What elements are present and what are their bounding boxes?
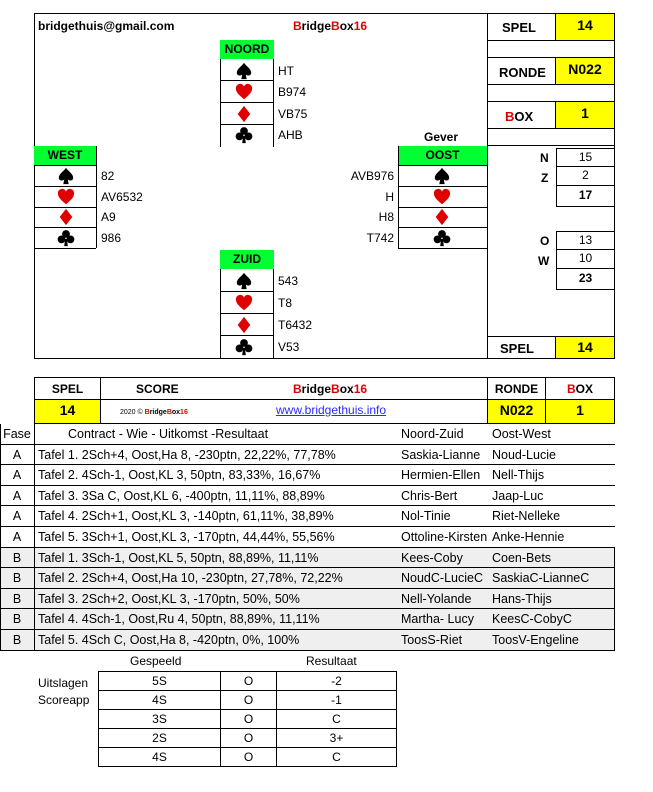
- oost-spades: AVB976: [350, 169, 394, 183]
- west-spades: 82: [101, 169, 115, 183]
- heart-icon: [232, 293, 256, 313]
- results-cell-contract: Tafel 5. 3Sch+1, Oost,KL 3, -170ptn, 44,44%, 55,56%: [38, 530, 335, 544]
- played-cell-contract: 2S: [98, 728, 221, 748]
- played-cell-res: C: [276, 747, 397, 767]
- results-header-ow: Oost-West: [492, 427, 551, 441]
- played-cell-wie: O: [220, 671, 277, 691]
- spade-icon: [232, 271, 256, 291]
- results-cell-ow: Jaap-Luc: [492, 488, 544, 503]
- results-cell-contract: Tafel 4. 4Sch-1, Oost,Ru 4, 50ptn, 88,89%, 11,11%: [38, 612, 320, 627]
- results-cell-ow: Nell-Thijs: [492, 468, 545, 483]
- results-header-nz: Noord-Zuid: [401, 427, 464, 441]
- score-ronde-label: RONDE: [494, 382, 539, 396]
- west-clubs: 986: [101, 231, 122, 245]
- heart-icon: [430, 187, 454, 207]
- brand-logo: BridgeBox16: [293, 19, 368, 33]
- zuid-hearts: T8: [278, 296, 293, 310]
- played-cell-res: C: [276, 709, 397, 729]
- spade-icon: [232, 61, 256, 81]
- brand-logo-score: BridgeBox16: [293, 382, 368, 396]
- zuid-diamonds: T6432: [278, 318, 313, 332]
- results-cell-nz: Nol-Tinie: [401, 509, 451, 524]
- bottom-spel-value: 14: [556, 337, 614, 358]
- played-cell-wie: O: [220, 728, 277, 748]
- hcp-n-label: N: [540, 151, 549, 165]
- played-cell-contract: 4S: [98, 747, 221, 767]
- results-table: [0, 424, 653, 651]
- diamond-icon: [54, 207, 78, 227]
- results-cell-contract: Tafel 5. 4Sch C, Oost,Ha 8, -420ptn, 0%, 100%: [38, 633, 300, 647]
- diamond-icon: [430, 207, 454, 227]
- noord-hearts: B974: [278, 85, 307, 99]
- hcp-z-label: Z: [541, 171, 549, 185]
- club-icon: [232, 125, 256, 145]
- spel-label: SPEL: [502, 20, 536, 35]
- results-cell-fase: B: [12, 591, 22, 606]
- hcp-w-value: 10: [556, 250, 615, 269]
- heart-icon: [54, 187, 78, 207]
- spade-icon: [430, 166, 454, 186]
- copyright-text: 2020 © BridgeBox16: [120, 409, 188, 416]
- results-cell-contract: Tafel 1. 3Sch-1, Oost,KL 5, 50ptn, 88,89%, 11,11%: [38, 550, 319, 565]
- club-icon: [430, 228, 454, 248]
- results-cell-fase: B: [12, 550, 22, 565]
- hcp-n-value: 15: [556, 148, 615, 167]
- results-cell-nz: Saskia-Lianne: [401, 447, 481, 462]
- hcp-o-label: O: [540, 234, 550, 248]
- box-label: BOX: [505, 109, 534, 124]
- played-cell-contract: 5S: [98, 671, 221, 691]
- results-cell-contract: Tafel 3. 2Sch+2, Oost,KL 3, -170ptn, 50%, 50%: [38, 591, 300, 606]
- results-cell-ow: Hans-Thijs: [492, 591, 552, 606]
- oost-hearts: H: [385, 190, 394, 204]
- bottom-spel-label: SPEL: [500, 341, 534, 356]
- west-hearts: AV6532: [101, 190, 143, 204]
- played-cell-res: 3+: [276, 728, 397, 748]
- played-header-gespeeld: Gespeeld: [130, 654, 182, 668]
- score-spel-label: SPEL: [51, 382, 84, 396]
- score-box-label: BOX: [566, 382, 593, 396]
- results-cell-nz: ToosS-Riet: [401, 633, 463, 647]
- ronde-value: N022: [556, 58, 614, 84]
- results-header-contract: Contract - Wie - Uitkomst -Resultaat: [68, 427, 269, 441]
- oost-diamonds: H8: [378, 210, 394, 224]
- results-cell-nz: Ottoline-Kirsten: [401, 530, 488, 544]
- score-spel-value: 14: [35, 400, 100, 423]
- results-cell-contract: Tafel 1. 2Sch+4, Oost,Ha 8, -230ptn, 22,22%, 77,78%: [38, 447, 336, 462]
- zuid-spades: 543: [278, 274, 299, 288]
- club-icon: [54, 228, 78, 248]
- played-cell-wie: O: [220, 709, 277, 729]
- results-cell-contract: Tafel 2. 4Sch-1, Oost,KL 3, 50ptn, 83,33%, 16,67%: [38, 468, 321, 483]
- oost-clubs: T742: [366, 231, 394, 245]
- results-cell-fase: B: [12, 633, 22, 647]
- hcp-z-value: 2: [556, 167, 615, 186]
- zuid-clubs: V53: [278, 340, 300, 354]
- noord-diamonds: VB75: [278, 107, 308, 121]
- results-cell-ow: ToosV-Engeline: [492, 633, 579, 647]
- noord-spades: HT: [278, 64, 294, 78]
- score-ronde-value: N022: [488, 400, 545, 423]
- hand-label-noord: NOORD: [220, 40, 274, 59]
- results-cell-fase: A: [12, 509, 22, 524]
- results-cell-ow: Coen-Bets: [492, 550, 552, 565]
- spade-icon: [54, 166, 78, 186]
- results-cell-fase: B: [12, 612, 22, 627]
- results-cell-contract: Tafel 2. 2Sch+4, Oost,Ha 10, -230ptn, 27,78%, 72,22%: [38, 571, 343, 586]
- results-cell-ow: Anke-Hennie: [492, 530, 565, 544]
- club-icon: [232, 337, 256, 357]
- results-cell-ow: KeesC-CobyC: [492, 612, 572, 627]
- gever-label: Gever: [424, 130, 459, 144]
- diamond-icon: [232, 104, 256, 124]
- noord-clubs: AHB: [278, 128, 303, 142]
- west-diamonds: A9: [101, 210, 116, 224]
- score-label: SCORE: [136, 382, 179, 396]
- results-cell-ow: Noud-Lucie: [492, 447, 556, 462]
- results-cell-fase: A: [12, 447, 22, 462]
- results-cell-ow: SaskiaC-LianneC: [492, 571, 590, 586]
- email-text: bridgethuis@gmail.com: [38, 19, 175, 33]
- heart-icon: [232, 82, 256, 102]
- hand-label-oost: OOST: [398, 146, 487, 165]
- results-cell-nz: Nell-Yolande: [401, 591, 472, 606]
- results-cell-fase: A: [12, 488, 22, 503]
- website-link[interactable]: www.bridgethuis.info: [276, 403, 387, 417]
- results-cell-nz: Hermien-Ellen: [401, 468, 481, 483]
- hcp-ow-total: 23: [556, 269, 615, 290]
- spel-value: 14: [556, 14, 614, 40]
- played-cell-contract: 3S: [98, 709, 221, 729]
- results-cell-contract: Tafel 4. 2Sch+1, Oost,KL 3, -140ptn, 61,11%, 38,89%: [38, 509, 334, 524]
- played-header-resultaat: Resultaat: [306, 654, 357, 668]
- results-cell-fase: B: [12, 571, 22, 586]
- ronde-label: RONDE: [499, 65, 546, 80]
- results-cell-nz: Kees-Coby: [401, 550, 463, 565]
- results-cell-fase: A: [12, 530, 22, 544]
- hand-label-west: WEST: [34, 146, 96, 165]
- results-cell-nz: Chris-Bert: [401, 488, 458, 503]
- played-cell-res: -2: [276, 671, 397, 691]
- score-box-value: 1: [546, 400, 614, 423]
- played-label-uitslagen: Uitslagen: [38, 676, 89, 690]
- results-cell-fase: A: [12, 468, 22, 483]
- box-value: 1: [556, 102, 614, 128]
- played-cell-contract: 4S: [98, 690, 221, 710]
- hcp-w-label: W: [538, 254, 550, 268]
- results-cell-contract: Tafel 3. 3Sa C, Oost,KL 6, -400ptn, 11,11%, 88,89%: [38, 488, 325, 503]
- results-cell-ow: Riet-Nelleke: [492, 509, 561, 524]
- results-header-fase: Fase: [3, 427, 31, 441]
- hcp-o-value: 13: [556, 231, 615, 250]
- results-cell-nz: Martha- Lucy: [401, 612, 474, 627]
- hand-label-zuid: ZUID: [220, 250, 274, 269]
- hcp-nz-total: 17: [556, 186, 615, 207]
- played-cell-res: -1: [276, 690, 397, 710]
- diamond-icon: [232, 315, 256, 335]
- played-cell-wie: O: [220, 690, 277, 710]
- results-cell-nz: NoudC-LucieC: [401, 571, 483, 586]
- played-cell-wie: O: [220, 747, 277, 767]
- played-label-scoreapp: Scoreapp: [38, 693, 90, 707]
